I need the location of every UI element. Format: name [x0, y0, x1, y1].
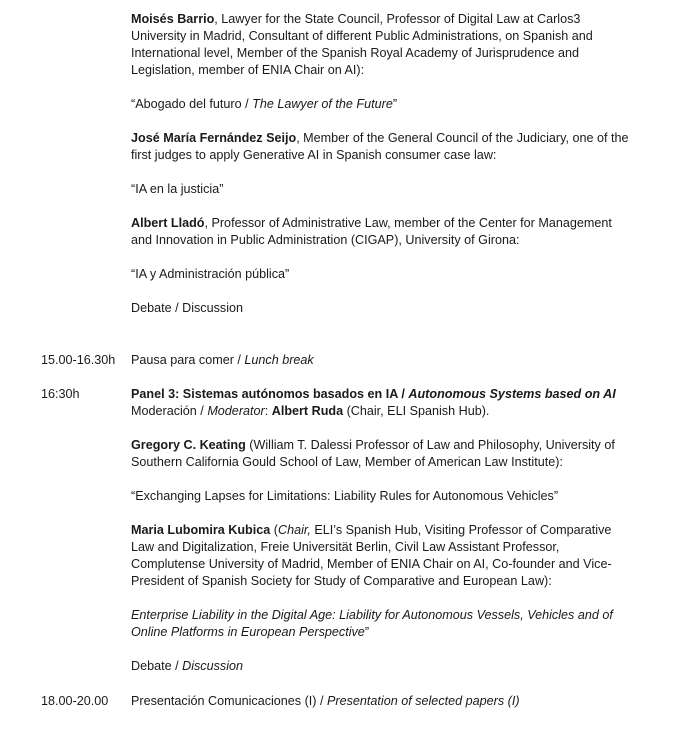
speaker-affiliation: (William T. Dalessi Professor of Law and Philosophy, University of Southern California Gould School of Law, Member of American Law Institute):	[131, 438, 615, 469]
session-content	[131, 11, 631, 317]
session-time: 18.00-20.00	[41, 694, 109, 708]
speaker-name: Maria Lubomira Kubica	[131, 523, 271, 537]
speaker-affiliation: , Professor of Administrative Law, member of the Center for Management and Innovation in Public Administration (CIGAP), University of Girona:	[131, 216, 612, 247]
debate-line: Debate / Discussion	[131, 659, 243, 673]
speaker-entry	[131, 11, 631, 79]
session-content: Pausa para comer / Lunch break	[131, 353, 314, 367]
speaker-entry	[131, 215, 631, 249]
talk-title: Enterprise Liability in the Digital Age: Liability for Autonomous Vessels, Vehicles and of Online Platforms in European Perspective”	[131, 608, 613, 639]
speaker-entry	[131, 437, 631, 471]
debate-line: Debate / Discussion	[131, 301, 243, 315]
speaker-affiliation: , Member of the General Council of the Judiciary, one of the first judges to apply Generative AI in Spanish consumer case law:	[131, 131, 629, 162]
speaker-entry	[131, 130, 631, 164]
talk-title: “Exchanging Lapses for Limitations: Liability Rules for Autonomous Vehicles”	[131, 489, 559, 503]
speaker-affiliation: ELI’s Spanish Hub, Visiting Professor of Comparative Law and Digitalization, Freie Universität Berlin, Civil Law Assistant Professor, Complutense University of Madrid, Member of ENIA Chair on AI, Co-founder and Vice- President of Spanish Society for Study of Comparative and European Law):	[131, 523, 612, 588]
talk-title: “IA y Administración pública”	[131, 267, 290, 281]
session-time: 15.00-16.30h	[41, 353, 116, 367]
speaker-name: José María Fernández Seijo	[131, 131, 297, 145]
panel-title: Panel 3: Sistemas autónomos basados en IA / Autonomous Systems based on AI	[131, 387, 616, 401]
talk-title: “Abogado del futuro / The Lawyer of the Future”	[131, 97, 398, 111]
speaker-entry: Maria Lubomira Kubica (Chair, ELI’s Spanish Hub, Visiting Professor of Comparative Law and Digitalization, Freie Universität Berlin, Civil Law Assistant Professor, Complutense University of Madrid, Member of ENIA Chair on AI, Co-founder and Vice- President of Spanish Society for Study of Comparative and European Law):	[131, 523, 612, 588]
session-content	[131, 386, 631, 675]
speaker-affiliation: , Lawyer for the State Council, Professor of Digital Law at Carlos3 University in Madrid, Consultant of different Public Administrations, on Spanish and International level, Member of the Spanish Royal Academy of Jurisprudence and Legislation, member of ENIA Chair on AI):	[131, 12, 593, 77]
speaker-name: Gregory C. Keating	[131, 438, 246, 452]
moderator-line: Moderación / Moderator: Albert Ruda (Chair, ELI Spanish Hub).	[131, 404, 490, 418]
speaker-name: Moisés Barrio	[131, 12, 215, 26]
session-content: Presentación Comunicaciones (I) / Presentation of selected papers (I)	[131, 694, 520, 708]
speaker-name: Albert Lladó	[131, 216, 205, 230]
session-time: 16:30h	[41, 387, 80, 401]
talk-title: “IA en la justicia”	[131, 182, 224, 196]
